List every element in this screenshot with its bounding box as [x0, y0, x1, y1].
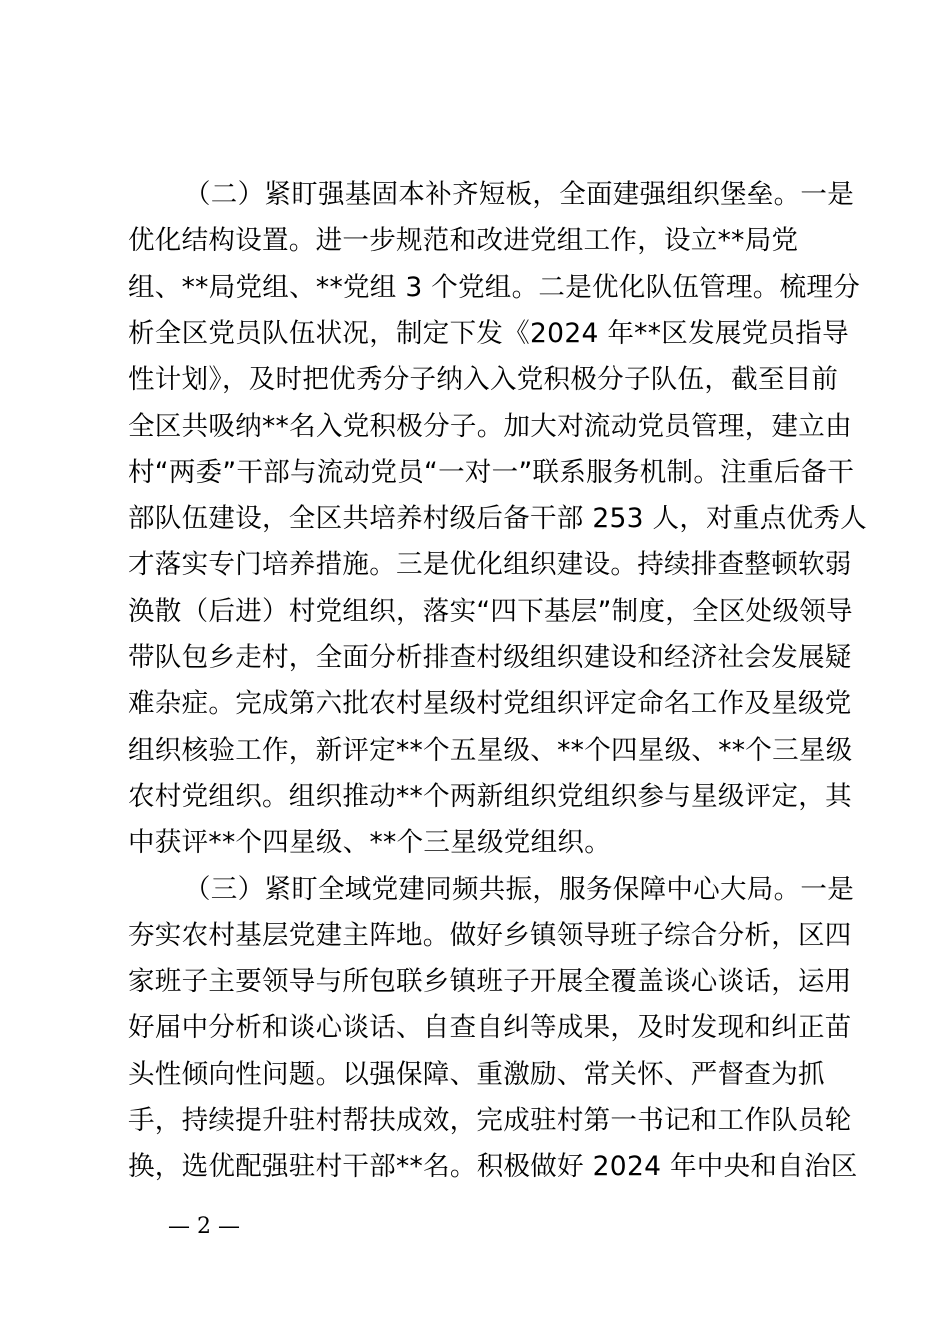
paragraph-line: 夯实农村基层党建主阵地。做好乡镇领导班子综合分析，区四	[128, 919, 852, 951]
paragraph-line: 中获评**个四星级、**个三星级党组织。	[128, 827, 611, 859]
paragraph-line: 家班子主要领导与所包联乡镇班子开展全覆盖谈心谈话，运用	[128, 966, 852, 998]
paragraph-first-line: （二）紧盯强基固本补齐短板，全面建强组织堡垒。一是	[184, 179, 854, 210]
paragraph-line: 手，持续提升驻村帮扶成效，完成驻村第一书记和工作队员轮	[128, 1105, 852, 1136]
paragraph-line: 组、**局党组、**党组 3 个党组。二是优化队伍管理。梳理分	[128, 271, 861, 303]
paragraph-line: 好届中分析和谈心谈话、自查自纠等成果，及时发现和纠正苗	[128, 1012, 852, 1044]
paragraph-line: 组织核验工作，新评定**个五星级、**个四星级、**个三星级	[128, 734, 853, 766]
paragraph-line: 全区共吸纳**名入党积极分子。加大对流动党员管理，建立由	[128, 410, 852, 442]
paragraph-line: 优化结构设置。进一步规范和改进党组工作，设立**局党	[128, 225, 799, 257]
paragraph-line: 头性倾向性问题。以强保障、重激励、常关怀、严督查为抓	[128, 1058, 825, 1090]
paragraph-line: 带队包乡走村，全面分析排查村级组织建设和经济社会发展疑	[128, 642, 852, 673]
paragraph-line: 涣散（后进）村党组织，落实“四下基层”制度，全区处级领导	[128, 595, 853, 627]
paragraph-line: 农村党组织。组织推动**个两新组织党组织参与星级评定，其	[128, 780, 852, 812]
paragraph-line: 难杂症。完成第六批农村星级村党组织评定命名工作及星级党	[128, 688, 852, 720]
paragraph-line: 换，选优配强驻村干部**名。积极做好 2024 年中央和自治区	[128, 1151, 858, 1183]
paragraph-first-line: （三）紧盯全域党建同频共振，服务保障中心大局。一是	[184, 873, 854, 905]
page-number: — 2 —	[168, 1214, 240, 1239]
paragraph-line: 性计划》，及时把优秀分子纳入入党积极分子队伍，截至目前	[128, 364, 839, 396]
paragraph-line: 部队伍建设，全区共培养村级后备干部 253 人，对重点优秀人	[128, 503, 867, 535]
paragraph-line: 析全区党员队伍状况，制定下发《2024 年**区发展党员指导	[128, 317, 849, 349]
paragraph-line: 才落实专门培养措施。三是优化组织建设。持续排查整顿软弱	[128, 549, 852, 581]
paragraph-line: 村“两委”干部与流动党员“一对一”联系服务机制。注重后备干	[128, 456, 855, 488]
